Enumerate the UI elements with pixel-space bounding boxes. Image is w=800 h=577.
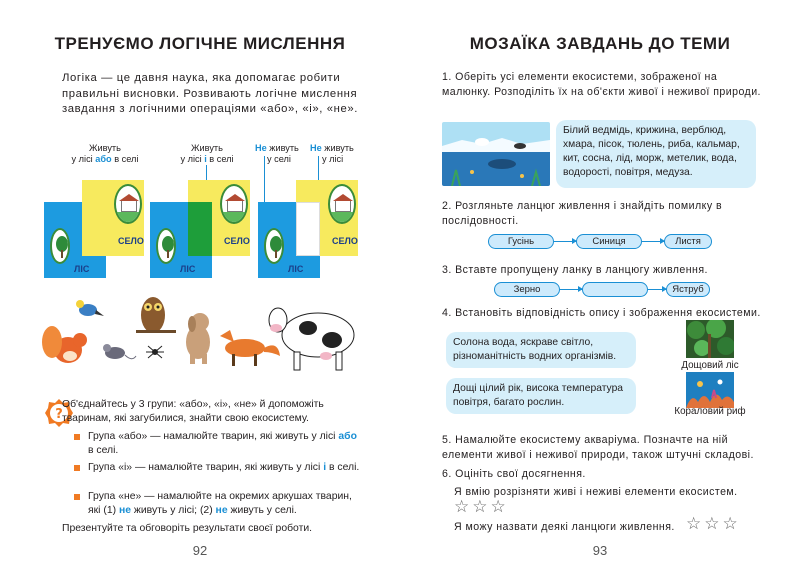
squirrel-icon [42,326,87,363]
dog-icon [186,313,210,364]
operator-or: або [338,431,357,442]
diagram-label-line: у лісі [322,154,344,164]
mouse-icon [103,344,136,359]
village-label: СЕЛО [118,236,144,246]
operator-not: Не [310,143,322,153]
village-icon [220,184,248,224]
village-label: СЕЛО [332,236,358,246]
rating-stars-2[interactable]: ☆☆☆ [686,514,741,533]
diagram-not-village-label [255,143,307,165]
village-icon [328,184,356,224]
operator-and: і [323,462,327,473]
ecosystem-elements-list: Білий ведмідь, крижина, верблюд, хмара, пісок, тюлень, риба, кальмар, кит, сосна, лід, морж, метелик, вода, водорості, повітря, медуза. [556,120,756,188]
forest-icon [50,228,70,264]
forest-icon [156,228,176,264]
bullet-or: Група «або» — намалюйте тварин, які живуть у лісі або в селі. [88,430,363,457]
diagram-or [44,180,144,278]
chain-item: Яструб [666,282,710,297]
operator-or: або [95,154,112,164]
task-5: 5. Намалюйте екосистему акваріума. Позначте на ній елементи живої і неживої природи, також штучні складові. [442,434,754,461]
diagram-label-line: у селі [267,154,291,164]
bullet-not: Група «не» — намалюйте на окремих аркушах тварин, які (1) не живуть у лісі; (2) не живуть у селі. [88,490,363,517]
self-assessment-2: Я можу назвати деякі ланцюги живлення. [454,521,675,533]
forest-label: ЛІС [74,264,90,274]
closing-text: Презентуйте та обговоріть результати своєї роботи. [62,523,313,534]
task-4: 4. Встановіть відповідність опису і зображення екосистеми. [442,307,761,319]
arrow-icon [642,241,664,242]
chain-item: Синиця [576,234,642,249]
cow-icon [269,308,354,370]
forest-label: ЛІС [180,264,196,274]
bird-icon [76,300,104,316]
task-2: 2. Розгляньте ланцюг живлення і знайдіть помилку в послідовності. [442,200,723,227]
diagram-or-label [60,143,150,165]
coral-reef-image [686,372,734,408]
operator-not: не [118,504,132,516]
operator-and: і [204,154,207,164]
village-icon [114,184,142,224]
arrow-icon [554,241,576,242]
diagram-label-line: Живуть [191,143,223,153]
chain-item: Листя [664,234,712,249]
village-label: СЕЛО [224,236,250,246]
operator-not: Не [255,143,267,153]
image-caption: Дощовий ліс [681,360,739,371]
fox-icon [220,330,280,366]
task-6: 6. Оцініть свої досягнення. [442,468,586,480]
diagram-label-line: у лісі або в селі [71,154,139,164]
page-title: МОЗАЇКА ЗАВДАНЬ ДО ТЕМИ [469,34,731,53]
arrow-icon [648,289,666,290]
intersection-area [188,202,212,256]
chain-item: Гусінь [488,234,554,249]
page-title: ТРЕНУЄМО ЛОГІЧНЕ МИСЛЕННЯ [54,34,346,53]
chain-item: Зерно [494,282,560,297]
diagram-label-line: у лісі і в селі [180,154,234,164]
diagram-label-line: Живуть [89,143,121,153]
page-number: 92 [192,543,208,558]
svg-text:?: ? [55,407,63,422]
diagram-label-line: Не живуть [255,143,299,153]
description-2: Дощі цілий рік, висока температура повітря, багато рослин. [446,378,636,414]
right-page [400,0,800,577]
diagram-and-label [162,143,252,165]
rainforest-image [686,320,734,358]
excluded-area [296,202,320,256]
description-1: Солона вода, яскраве світло, різноманітність водних організмів. [446,332,636,368]
image-caption: Кораловий риф [674,406,746,417]
forest-icon [264,228,284,264]
spider-icon [146,346,164,358]
bullet-and: Група «і» — намалюйте тварин, які живуть у лісі і в селі. [88,461,363,475]
missing-link-input[interactable] [582,282,648,297]
overlap-area [82,202,106,256]
diagram-and [150,180,250,278]
diagram-label-line: Не живуть [310,143,354,153]
operator-not: не [215,504,228,516]
forest-label: ЛІС [288,264,304,274]
task-3: 3. Вставте пропущену ланку в ланцюгу живлення. [442,264,708,276]
owl-icon [136,297,176,333]
self-assessment-1: Я вмію розрізняти живі і неживі елементи екосистем. [454,486,738,498]
arctic-ecosystem-image [442,122,550,186]
page-number: 93 [592,543,608,558]
task-1: 1. Оберіть усі елементи екосистеми, зображеної на малюнку. Розподіліть їх на об'єкти живої і неживої природи. [442,71,761,98]
group-task-text: Об'єднайтесь у 3 групи: «або», «і», «не» й допоможіть тваринам, які загубилися, знайти свою екосистему. [62,399,324,424]
diagram-not [258,180,358,278]
arrow-icon [560,289,582,290]
rating-stars-1[interactable]: ☆☆☆ [454,497,509,516]
intro-paragraph: Логіка — це давня наука, яка допомагає робити правильні висновки. Розвивають логічне мислення завдання з логічними операціями «або», «і», «не». [62,72,358,115]
animals-illustration [40,290,370,375]
